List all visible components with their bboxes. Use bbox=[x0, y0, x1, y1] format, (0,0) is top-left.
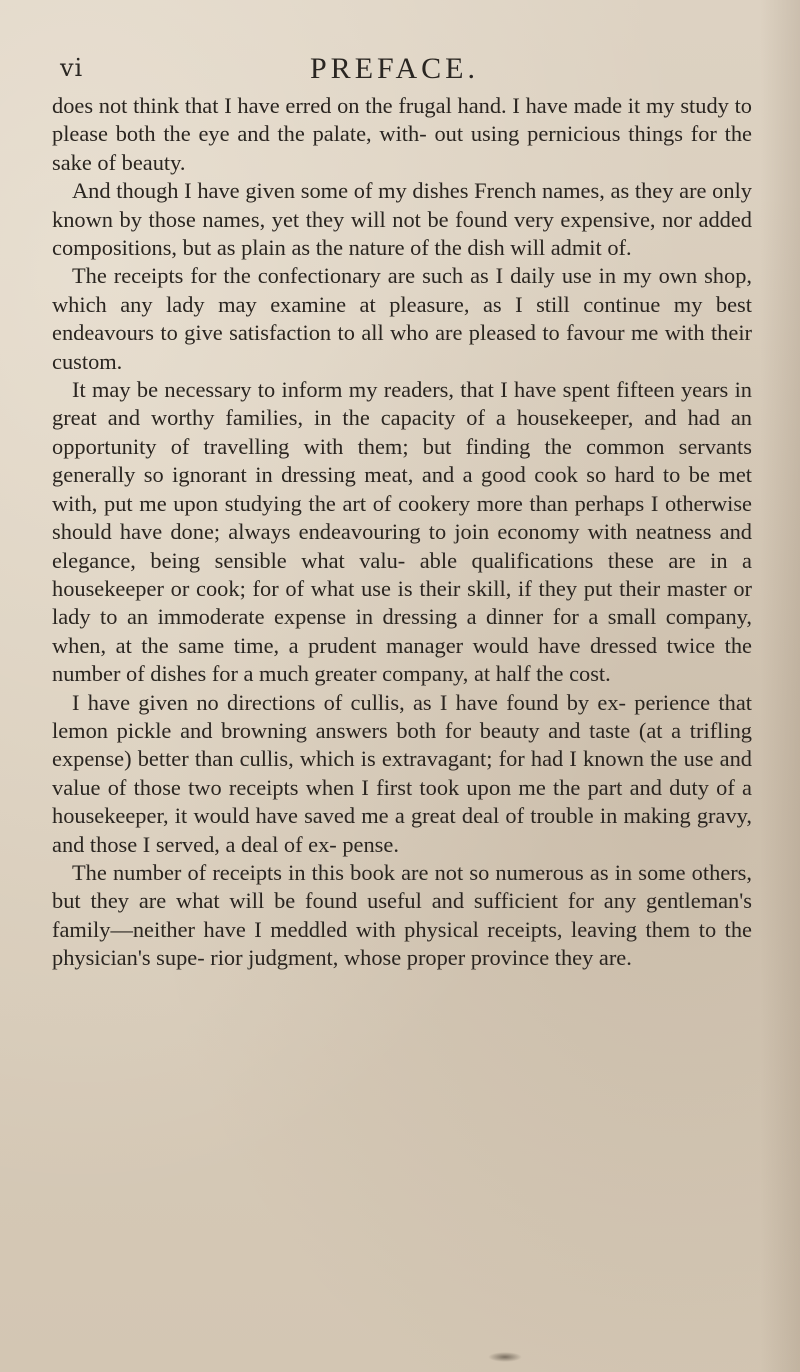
page-header bbox=[60, 50, 750, 90]
paragraph-5: I have given no directions of cullis, as I have found by ex- perience that lemon pickle and browning answers both for beauty and taste (at a trifling expense) better than cullis, which is extravagant; for had I known the use and value of those two receipts when I first took upon me the part and duty of a housekeeper, it would have saved me a great deal of trouble in making gravy, and those I served, a deal of ex- pense. bbox=[52, 689, 752, 857]
ink-smudge bbox=[488, 1352, 522, 1362]
paragraph-1: does not think that I have erred on the frugal hand. I have made it my study to please both the eye and the palate, with- out using pernicious things for the sake of beauty. bbox=[52, 93, 752, 175]
paragraph-6: The number of receipts in this book are not so numerous as in some others, but they are what will be found useful and sufficient for any gentleman's family—neither have I meddled with physical receipts, leaving them to the physician's supe- rior judgment, whose proper province they are. bbox=[52, 859, 752, 971]
paragraph-3: The receipts for the confectionary are such as I daily use in my own shop, which any lady may examine at pleasure, as I still continue my best endeavours to give satisfaction to all who are pleased to favour me with their custom. bbox=[52, 263, 752, 374]
paragraph-2: And though I have given some of my dishes French names, as they are only known by those names, yet they will not be found very expensive, nor added compositions, but as plain as the nature of the dish will admit of. bbox=[52, 178, 752, 261]
body-text bbox=[52, 92, 752, 973]
running-head: PREFACE. bbox=[310, 52, 479, 85]
paragraph-4: It may be necessary to inform my readers, that I have spent fifteen years in great and worthy families, in the capacity of a housekeeper, and had an opportunity of travelling with them; but finding the common servants generally so ignorant in dressing meat, and a good cook so hard to be met with, put me upon studying the art of cookery more than perhaps I otherwise should have done; always endeavouring to join economy with neatness and elegance, being sensible what valu- able qualifications these are in a housekeeper or cook; for of what use is their skill, if they put their master or lady to an immoderate expense in dressing a dinner for a small company, when, at the same time, a prudent manager would have dressed twice the number of dishes for a much greater company, at half the cost. bbox=[52, 377, 752, 687]
page-number: vi bbox=[60, 54, 84, 82]
